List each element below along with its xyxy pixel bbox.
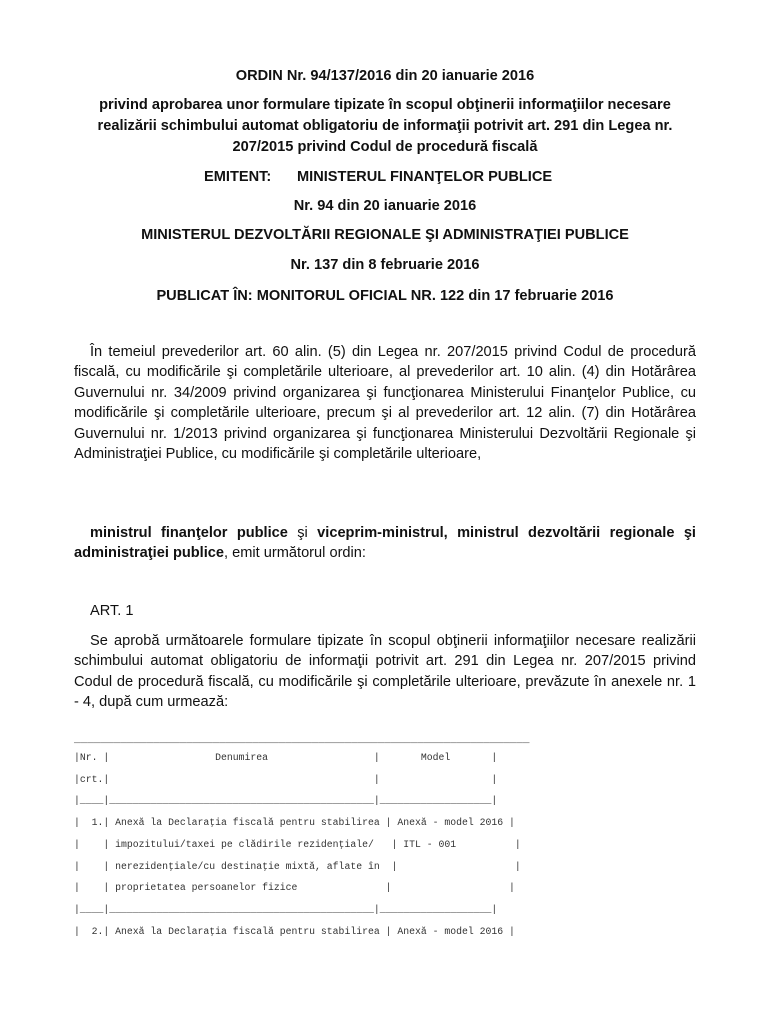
preamble-text: În temeiul prevederilor art. 60 alin. (5) din Legea nr. 207/2015 privind Codul de procedură fiscală, cu modificările şi completările ulterioare, al prevederilor art. 10 alin. (4) din Hotărârea Guvernului nr. 34/2009 privind organizarea şi funcţionarea Ministerului Finanţelor Publice, cu modificările şi completările ulterioare, precum şi al prevederilor art. 12 alin. (7) din Hotărârea Guvernului nr. 1/2013 privind organizarea şi funcţionarea Ministerului Dezvoltării Regionale şi Administraţiei Publice, cu modificările şi completările ulterioare, xyxy=(74,344,696,463)
emitent-name: MINISTERUL FINANŢELOR PUBLICE xyxy=(297,169,553,185)
table-row: |Nr. | Denumirea | Model | xyxy=(74,752,498,763)
document-subtitle-line-1: privind aprobarea unor formulare tipizate în scopul obţinerii informaţiilor necesare xyxy=(99,97,671,113)
publication-line: PUBLICAT ÎN: MONITORUL OFICIAL NR. 122 din 17 februarie 2016 xyxy=(156,288,614,304)
second-ministry: MINISTERUL DEZVOLTĂRII REGIONALE ŞI ADMINISTRAŢIEI PUBLICE xyxy=(141,227,629,243)
table-row: | | proprietatea persoanelor fizice | | xyxy=(74,882,515,894)
issuer-tail: , emit următorul ordin: xyxy=(224,545,366,562)
table-row: | 2.| Anexă la Declaraţia fiscală pentru stabilirea | Anexă - model 2016 | xyxy=(74,925,515,937)
table-row: | | impozitului/taxei pe clădirile rezidenţiale/ | ITL - 001 | xyxy=(74,838,521,850)
document-title: ORDIN Nr. 94/137/2016 din 20 ianuarie 2016 xyxy=(235,68,535,84)
table-row: | | nerezidenţiale/cu destinaţie mixtă, aflate în | | xyxy=(74,860,521,872)
table-row: | 1.| Anexă la Declaraţia fiscală pentru stabilirea | Anexă - model 2016 | xyxy=(74,817,515,829)
table-row: |crt.| | | xyxy=(74,773,498,785)
table-row: |____|_____________________________________________|___________________| xyxy=(74,795,498,807)
document-subtitle-line-2: realizării schimbului automat obligatoriu de informaţii potrivit art. 291 din Legea nr. xyxy=(97,118,673,134)
article-1-paragraph xyxy=(74,631,696,713)
article-1-text: Se aprobă următoarele formulare tipizate în scopul obţinerii informaţiilor necesare realizării schimbului automat obligatoriu de informaţii potrivit art. 291 din Legea nr. 207/2015 privind Codul de procedură fiscală, cu modificările şi completările ulterioare, prevăzute în anexele nr. 1 - 4, după cum urmează: xyxy=(74,633,696,711)
emitent-label: EMITENT: xyxy=(204,169,272,185)
issuer-paragraph xyxy=(74,523,696,564)
article-1-heading: ART. 1 xyxy=(90,603,134,619)
table-top-rule: _____________________________________________________________________ xyxy=(74,734,530,746)
document-subtitle-line-3: 207/2015 privind Codul de procedură fiscală xyxy=(232,139,538,155)
preamble-paragraph xyxy=(74,342,696,464)
issuer-and: şi xyxy=(287,525,318,541)
emitent-number: Nr. 94 din 20 ianuarie 2016 xyxy=(293,198,477,214)
second-ministry-number: Nr. 137 din 8 februarie 2016 xyxy=(290,257,480,273)
issuer-finance-minister: ministrul finanţelor publice xyxy=(90,525,288,541)
issuer-vice-prime-minister: viceprim-ministrul, ministrul dezvoltării regionale şi administraţiei publice xyxy=(74,525,696,562)
table-row: |____|_____________________________________________|___________________| xyxy=(74,903,498,915)
